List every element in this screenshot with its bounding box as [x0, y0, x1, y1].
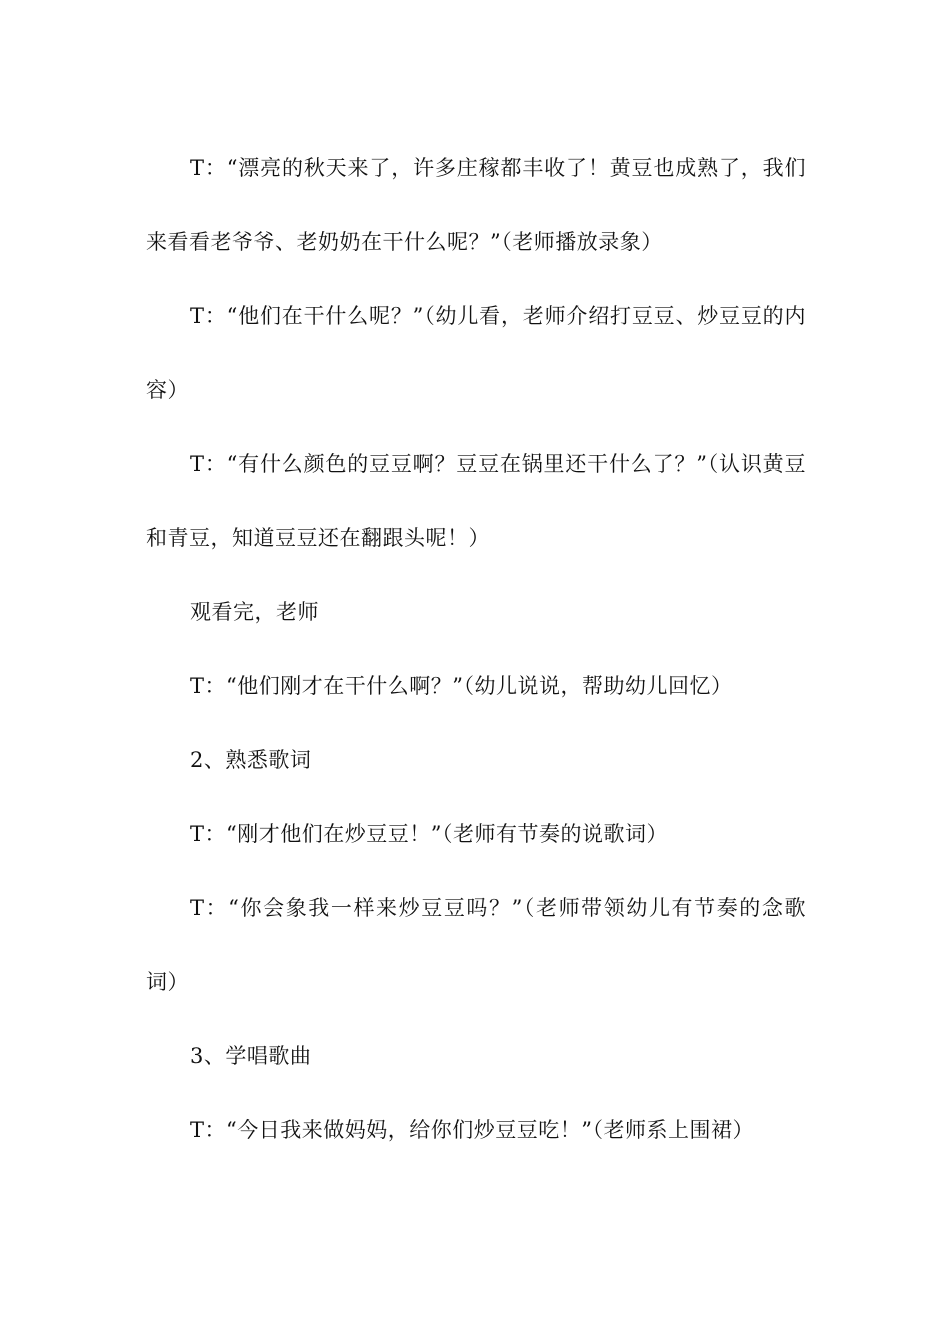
paragraph: T：“你会象我一样来炒豆豆吗？”（老师带领幼儿有节奏的念歌词）: [146, 896, 806, 994]
paragraph: T：“他们刚才在干什么啊？”（幼儿说说，帮助幼儿回忆）: [190, 674, 733, 698]
section-heading: 3、学唱歌曲: [190, 1044, 312, 1068]
paragraph: T：“有什么颜色的豆豆啊？豆豆在锅里还干什么了？”（认识黄豆和青豆，知道豆豆还在翻跟头呢！）: [146, 452, 806, 550]
document-body: [146, 131, 806, 1167]
paragraph: 观看完，老师: [190, 600, 319, 624]
paragraph: T：“刚才他们在炒豆豆！”（老师有节奏的说歌词）: [190, 822, 668, 846]
paragraph: T：“他们在干什么呢？”（幼儿看，老师介绍打豆豆、炒豆豆的内容）: [146, 304, 806, 402]
paragraph: T：“漂亮的秋天来了，许多庄稼都丰收了！黄豆也成熟了，我们来看看老爷爷、老奶奶在干什么呢？”（老师播放录象）: [146, 156, 806, 254]
paragraph: T：“今日我来做妈妈，给你们炒豆豆吃！”（老师系上围裙）: [190, 1118, 754, 1142]
section-heading: 2、熟悉歌词: [190, 748, 312, 772]
